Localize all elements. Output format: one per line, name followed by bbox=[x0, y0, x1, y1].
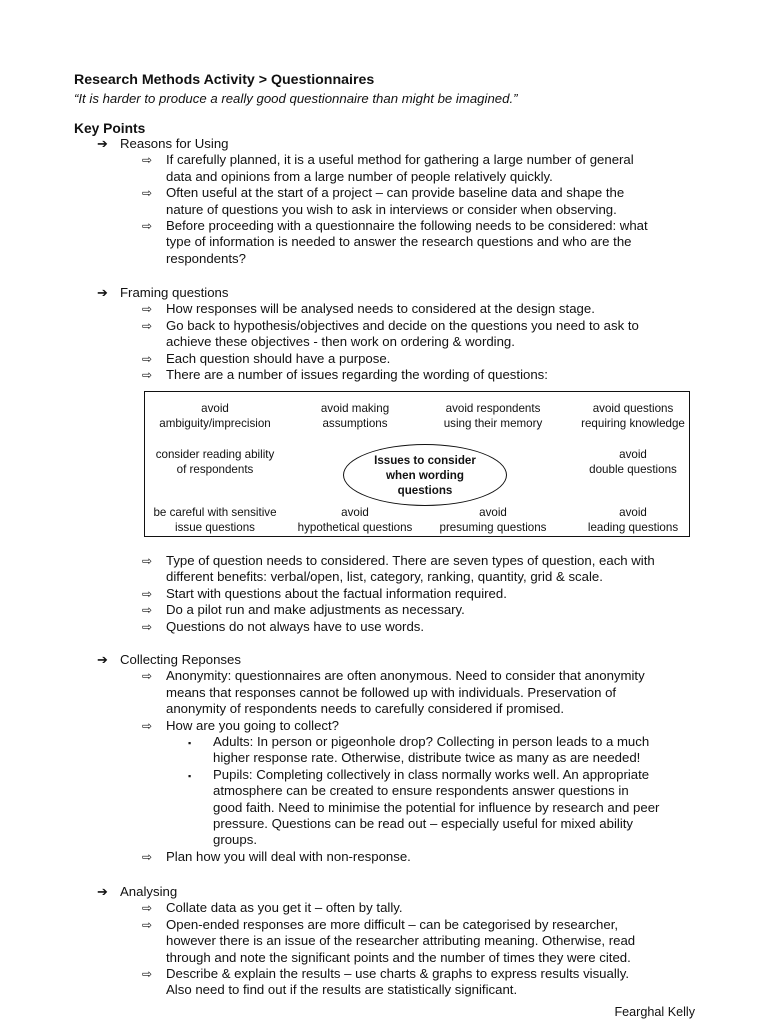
section-framing bbox=[97, 285, 717, 383]
diagram-cell: be careful with sensitive issue questions bbox=[153, 506, 277, 534]
list-item: ⇨ There are a number of issues regarding the wording of questions: bbox=[142, 367, 548, 383]
list-item: ⇨ Open-ended responses are more difficult – can be categorised by researcher, however there is an issue of the researcher attributing meaning. Otherwise, read through and note the significant points and the number of times they were cited. bbox=[142, 916, 636, 965]
hollow-arrow-icon: ⇨ bbox=[142, 219, 153, 234]
list-item: ⇨ Before proceeding with a questionnaire the following needs to be considered: what type of information is needed to answer the research questions and who are the respondents? bbox=[142, 218, 648, 266]
diagram-cell: avoid double questions bbox=[589, 448, 677, 476]
key-points-heading: Key Points bbox=[74, 121, 146, 136]
list-item: ⇨ Type of question needs to considered. There are seven types of question, each with different benefits: verbal/open, list, category, ranking, quantity, grid & scale. bbox=[142, 553, 655, 585]
hollow-arrow-icon: ⇨ bbox=[142, 351, 153, 366]
hollow-arrow-icon: ⇨ bbox=[142, 917, 153, 932]
hollow-arrow-icon: ⇨ bbox=[142, 967, 153, 982]
section-reasons bbox=[97, 136, 717, 267]
list-item: ⇨ Go back to hypothesis/objectives and decide on the questions you need to ask to achieve these objectives - then work on ordering & wording. bbox=[142, 317, 639, 350]
section-analysing bbox=[97, 884, 717, 999]
hollow-arrow-icon: ⇨ bbox=[142, 153, 153, 168]
hollow-arrow-icon: ⇨ bbox=[142, 186, 153, 201]
section-collecting bbox=[97, 652, 717, 865]
diagram-center-label: Issues to consider when wording questions bbox=[374, 453, 476, 497]
hollow-arrow-icon: ⇨ bbox=[142, 554, 153, 568]
diagram-cell: avoid leading questions bbox=[587, 506, 679, 534]
sub-list-item: ▪ Pupils: Completing collectively in class normally works well. An appropriate atmosphere can be created to ensure respondents answer questions in good faith. Need to minimise the potential for influence by research and peer pressure. Questions can be read out – especially useful for mixed ability groups. bbox=[188, 766, 660, 848]
diagram-cell: avoid making assumptions bbox=[320, 402, 390, 430]
list-item: ⇨ Start with questions about the factual information required. bbox=[142, 585, 507, 601]
list-item: ⇨ Questions do not always have to use words. bbox=[142, 618, 425, 634]
section-framing-continued bbox=[97, 553, 717, 635]
diagram-cell: consider reading ability of respondents bbox=[155, 448, 275, 476]
list-item: ⇨ Plan how you will deal with non-response. bbox=[142, 848, 411, 864]
section-heading-reasons: ➔ Reasons for Using bbox=[97, 136, 229, 151]
arrow-icon: ➔ bbox=[97, 285, 108, 300]
list-item: ⇨ How responses will be analysed needs to considered at the design stage. bbox=[142, 301, 595, 317]
hollow-arrow-icon: ⇨ bbox=[142, 849, 153, 864]
diagram-cell: avoid respondents using their memory bbox=[443, 402, 543, 430]
diagram-center-ellipse bbox=[343, 444, 507, 506]
sub-list-item: ▪ Adults: In person or pigeonhole drop? Collecting in person leads to a much higher response rate. Otherwise, distribute twice as many as are needed! bbox=[188, 734, 650, 766]
hollow-arrow-icon: ⇨ bbox=[142, 318, 153, 333]
diagram-cell: avoid presuming questions bbox=[439, 506, 547, 534]
diagram-cell: avoid questions requiring knowledge bbox=[581, 402, 685, 430]
document-quote: “It is harder to produce a really good questionnaire than might be imagined.” bbox=[74, 91, 518, 106]
section-heading-analysing: ➔ Analysing bbox=[97, 884, 178, 899]
hollow-arrow-icon: ⇨ bbox=[142, 368, 153, 383]
list-item: ⇨ If carefully planned, it is a useful method for gathering a large number of general data and opinions from a large number of people relatively quickly. bbox=[142, 152, 634, 184]
wording-issues-diagram bbox=[144, 391, 690, 537]
square-bullet-icon: ▪ bbox=[188, 738, 192, 749]
author-name: Fearghal Kelly bbox=[614, 1005, 695, 1019]
list-item: ⇨ Collate data as you get it – often by tally. bbox=[142, 900, 403, 916]
hollow-arrow-icon: ⇨ bbox=[142, 586, 153, 601]
hollow-arrow-icon: ⇨ bbox=[142, 901, 153, 916]
hollow-arrow-icon: ⇨ bbox=[142, 718, 153, 733]
arrow-icon: ➔ bbox=[97, 884, 108, 899]
section-heading-collecting: ➔ Collecting Reponses bbox=[97, 652, 241, 667]
list-item: ⇨ Each question should have a purpose. bbox=[142, 350, 391, 366]
list-item: ⇨ Anonymity: questionnaires are often anonymous. Need to consider that anonymity means that responses cannot be followed up with individuals. Preservation of anonymity of respondents needs to carefully considered if promised. bbox=[142, 668, 645, 717]
square-bullet-icon: ▪ bbox=[188, 770, 192, 781]
document-title: Research Methods Activity > Questionnaires bbox=[74, 72, 375, 88]
section-heading-framing: ➔ Framing questions bbox=[97, 285, 229, 300]
diagram-cell: avoid hypothetical questions bbox=[297, 506, 413, 534]
list-item: ⇨ Often useful at the start of a project – can provide baseline data and shape the nature of questions you wish to ask in interviews or consider when observing. bbox=[142, 185, 625, 217]
hollow-arrow-icon: ⇨ bbox=[142, 619, 153, 634]
hollow-arrow-icon: ⇨ bbox=[142, 669, 153, 684]
diagram-cell: avoid ambiguity/imprecision bbox=[159, 402, 271, 430]
arrow-icon: ➔ bbox=[97, 136, 108, 151]
list-item: ⇨ Do a pilot run and make adjustments as necessary. bbox=[142, 602, 465, 618]
list-item: ⇨ Describe & explain the results – use charts & graphs to express results visually. Also need to find out if the results are statistically significant. bbox=[142, 966, 629, 998]
hollow-arrow-icon: ⇨ bbox=[142, 302, 153, 317]
arrow-icon: ➔ bbox=[97, 652, 108, 667]
list-item: ⇨ How are you going to collect? bbox=[142, 717, 340, 733]
hollow-arrow-icon: ⇨ bbox=[142, 603, 153, 618]
